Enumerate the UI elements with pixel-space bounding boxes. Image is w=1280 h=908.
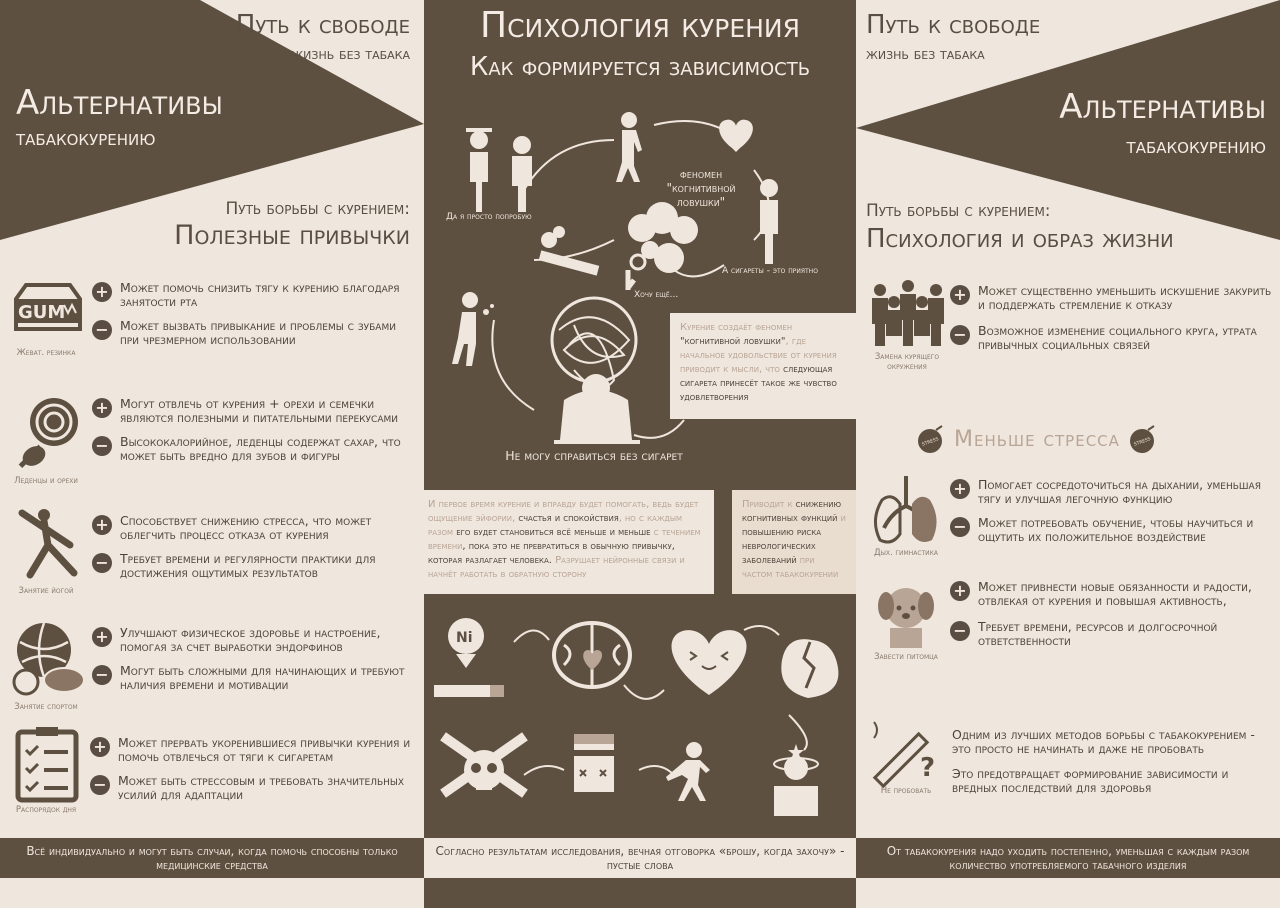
puppy-plus-row xyxy=(950,580,1276,608)
plus-icon: + xyxy=(950,479,970,499)
puppy-icon xyxy=(866,578,946,658)
left-section-kicker: Путь борьбы с курением: xyxy=(225,199,410,219)
yoga-minus-row xyxy=(92,552,418,580)
lungs-plus-text: Помогает сосредоточиться на дыхании, уменьшая тягу и улучшая легочную функцию xyxy=(978,477,1261,506)
sport-plus-row xyxy=(92,626,418,654)
group-minus-text: Возможное изменение социального круга, утрата привычных социальных связей xyxy=(978,323,1257,352)
dizzy-man-icon xyxy=(774,744,818,816)
phenomenon-label xyxy=(646,167,756,209)
lungs-icon xyxy=(866,470,946,550)
desperate-man-icon xyxy=(554,374,640,444)
gum-minus-row xyxy=(92,319,418,347)
puppy-minus-row xyxy=(950,620,1276,648)
escaping-man-icon xyxy=(666,742,710,801)
yoga-plus-row xyxy=(92,514,418,542)
skull-crossbones-icon xyxy=(440,732,528,798)
minus-icon: − xyxy=(92,436,112,456)
broken-brain-icon xyxy=(781,639,838,698)
sport-caption: Занятие спортом xyxy=(14,702,78,712)
nicotine-label: Ni xyxy=(456,630,473,646)
yoga-minus-text: Требует времени и регулярности практики для достижения ощутимых результатов xyxy=(120,551,376,580)
puppy-plus-text: Может привнести новые обязанности и радости, отвлекая от курения и повышая активность, xyxy=(978,579,1252,608)
minus-icon: − xyxy=(92,320,112,340)
stress-bomb-label: STRESS xyxy=(1133,437,1152,448)
minus-icon: − xyxy=(950,621,970,641)
right-banner-subtitle: табакокурению xyxy=(1126,134,1266,158)
right-section-title: Психология и образ жизни xyxy=(866,224,1174,254)
left-footer: Всё индивидуально и могут быть случаи, когда помочь способны только медицинские средства xyxy=(0,838,424,878)
no-try-text1: Одним из лучших методов борьбы с табакокурением - это просто не начинать и даже не пробовать xyxy=(952,727,1255,756)
candy-plus-text: Могут отвлечь от курения + орехи и семечки являются полезными и питательными перекусами xyxy=(120,396,398,425)
center-panel xyxy=(424,0,856,908)
checklist-icon xyxy=(12,726,92,806)
plus-icon: + xyxy=(92,515,112,535)
gum-minus-text: Может вызвать привыкание и проблемы с зубами при чрезмерном использовании xyxy=(120,318,396,347)
candy-minus-row xyxy=(92,435,418,463)
svg-text:GUM: GUM xyxy=(18,302,66,323)
heart-icon xyxy=(719,120,753,152)
lungs-plus-row xyxy=(950,478,1276,506)
plus-icon: + xyxy=(950,285,970,305)
phenomenon-line1: феномен xyxy=(679,167,723,181)
yoga-caption: Занятие йогой xyxy=(18,586,74,596)
minus-icon: − xyxy=(92,665,112,685)
label-want: Хочу ещё... xyxy=(634,290,679,300)
left-banner-subtitle: табакокурению xyxy=(16,126,156,150)
minus-icon: − xyxy=(950,325,970,345)
group-plus-text: Может существенно уменьшить искушение закурить и поддержать стремление к отказу xyxy=(978,283,1272,312)
stress-heading xyxy=(916,424,1158,454)
sport-minus-row xyxy=(92,664,418,692)
candy-plus-row xyxy=(92,397,418,425)
yoga-icon xyxy=(8,505,88,585)
group-plus-row xyxy=(950,284,1276,312)
sport-balls-icon xyxy=(8,620,88,700)
stress-title: Меньше стресса xyxy=(954,426,1120,452)
yoga-plus-text: Способствует снижению стресса, что может облегчить процесс отказа от курения xyxy=(120,513,372,542)
stress-bomb-label: STRESS xyxy=(921,437,940,448)
no-try-caption: Не пробовать xyxy=(880,786,932,796)
minus-icon: − xyxy=(950,517,970,537)
gum-plus-row xyxy=(92,281,418,309)
checklist-minus-text: Может быть стрессовым и требовать значительных усилий для адаптации xyxy=(118,773,405,802)
lungs-minus-text: Может потребовать обучение, чтобы научиться и ощутить их положительное воздействие xyxy=(978,515,1254,544)
checklist-plus-row xyxy=(90,736,420,764)
plus-icon: + xyxy=(950,581,970,601)
left-header-subtitle: жизнь без табака xyxy=(291,45,410,63)
center-footer: Согласно результатам исследования, вечная отговорка «брошу, когда захочу» - пустые слова xyxy=(424,838,856,878)
smoking-man-icon xyxy=(452,292,494,366)
group-caption: Замена курящего окружения xyxy=(874,352,940,372)
phenomenon-line2: "когнитивной ловушки" xyxy=(666,181,736,209)
center-subtitle: Как формируется зависимость xyxy=(469,52,811,82)
puppy-minus-text: Требует времени, ресурсов и долгосрочной ответственности xyxy=(978,619,1218,648)
left-header-title: Путь к свободе xyxy=(235,10,410,40)
stress-bomb-icon xyxy=(1128,424,1158,454)
right-header-subtitle: жизнь без табака xyxy=(866,45,985,63)
plus-icon: + xyxy=(92,627,112,647)
center-title: Психология курения xyxy=(480,5,800,46)
left-banner-title: Альтернативы xyxy=(16,83,223,123)
sport-plus-text: Улучшают физическое здоровье и настроение, помогая за счет выработки эндорфинов xyxy=(120,625,381,654)
candy-caption: Леденцы и орехи xyxy=(14,476,78,486)
right-banner-title: Альтернативы xyxy=(1059,87,1266,127)
checklist-minus-row xyxy=(90,774,420,802)
right-section-kicker: Путь борьбы с курением: xyxy=(866,201,1051,221)
group-minus-row xyxy=(950,324,1276,352)
candy-nuts-icon xyxy=(8,392,88,472)
lungs-minus-row xyxy=(950,516,1276,544)
label-try: Да я просто попробую xyxy=(446,212,532,222)
sport-minus-text: Могут быть сложными для начинающих и требуют наличия времени и мотивации xyxy=(120,663,405,692)
checklist-plus-text: Может прервать укоренившиеся привычки курения и помочь отвлечься от тяги к сигаретам xyxy=(118,735,411,764)
plus-icon: + xyxy=(92,398,112,418)
cigarette-pack-icon xyxy=(574,734,614,792)
gum-plus-text: Может помочь снизить тягу к курению благодаря занятости рта xyxy=(120,280,400,309)
right-panel xyxy=(856,0,1280,908)
lungs-caption: Дых. гимнастика xyxy=(873,548,939,558)
happy-heart-icon xyxy=(672,630,747,695)
gum-caption: Жеват. резинка xyxy=(16,348,76,358)
plus-icon: + xyxy=(92,282,112,302)
minus-icon: − xyxy=(90,775,110,795)
euphoria-box: И первое время курение и вправду будет помогать, ведь будет ощущение эйфории, счастья и спокойствия, но с каждым разом его будет становиться всё меньше и меньше с течением времени, пока это не превратиться в обычную привычку, которая разлагает человека. Разрушает нейронные связи и начнёт работать в обратную сторону xyxy=(418,490,714,594)
puppy-caption: Завести питомца xyxy=(874,652,938,662)
plus-icon: + xyxy=(90,737,110,757)
right-header-title: Путь к свободе xyxy=(866,10,1041,40)
left-panel xyxy=(0,0,424,908)
decline-box: Приводит к снижению когнитивных функций и повышению риска неврологических заболеваний при частом табакокурении xyxy=(732,490,856,594)
checklist-caption: Распорядок дня xyxy=(15,805,77,815)
brain-heart-icon xyxy=(554,623,630,687)
two-people-icon xyxy=(466,128,532,212)
right-footer: От табакокурения надо уходить постепенно, уменьшая с каждым разом количество употребляемого табачного изделия xyxy=(856,838,1280,878)
svg-text:?: ? xyxy=(920,753,936,783)
gum-icon xyxy=(8,275,88,355)
thinking-man-icon xyxy=(760,179,778,264)
cognitive-trap-box: Курение создаёт феномен "когнитивной ловушки", где начальное удовольствие от курения приводит к мысли, что следующая сигарета принесёт такое же чувство удовлетворения xyxy=(670,313,856,419)
walking-man-icon xyxy=(616,112,642,182)
minus-icon: − xyxy=(92,553,112,573)
stress-bomb-icon xyxy=(916,424,946,454)
left-section-title: Полезные привычки xyxy=(174,220,410,251)
no-try-text2: Это предотвращает формирование зависимости и вредных последствий для здоровья xyxy=(952,766,1229,795)
group-people-icon xyxy=(866,276,950,350)
label-pleasant: А сигареты - это приятно xyxy=(722,266,818,276)
label-cannot: Не могу справиться без сигарет xyxy=(505,448,683,463)
candy-minus-text: Высококалорийное, леденцы содержат сахар, что может быть вредно для зубов и фигуры xyxy=(120,434,401,463)
addiction-consequences-illustration xyxy=(424,600,856,832)
